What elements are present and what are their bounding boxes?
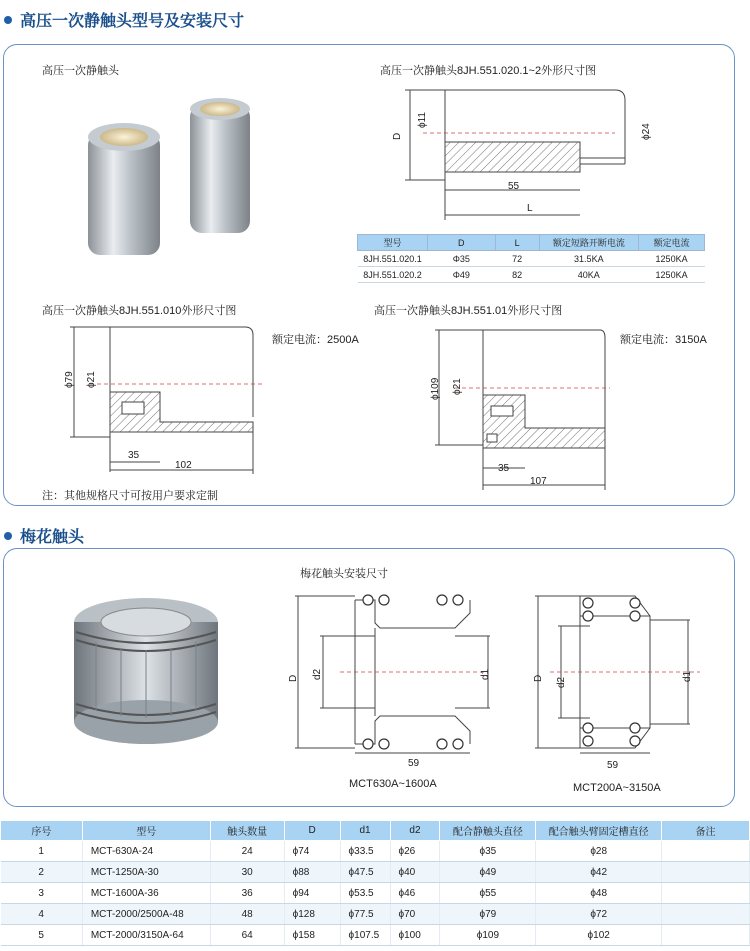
plum-fig2-caption: MCT200A~3150A [573,782,661,794]
cell: ϕ35 [440,841,536,862]
cell: ϕ79 [440,904,536,925]
dim-L: L [527,203,533,214]
table-header-row [1,821,750,841]
cell: ϕ26 [390,841,440,862]
cell: ϕ72 [536,904,662,925]
cell: 72 [495,251,539,267]
cell: ϕ107.5 [340,925,390,946]
bullet-icon [4,16,12,24]
drawing2-title: 高压一次静触头8JH.551.010外形尺寸图 [42,305,237,317]
dim-phi11: ϕ11 [417,112,428,128]
cell: Φ35 [427,251,495,267]
photo-label: 高压一次静触头 [42,65,119,77]
table-row [358,251,705,267]
cell: ϕ100 [390,925,440,946]
cell: ϕ109 [440,925,536,946]
col-header: L [495,235,539,251]
cell: 5 [1,925,83,946]
cell: Φ49 [427,267,495,283]
drawing1-title: 高压一次静触头8JH.551.020.1~2外形尺寸图 [380,65,597,77]
table-row [1,904,750,925]
dim-d1: d1 [682,670,693,682]
drawing3-rated: 额定电流：3150A [620,334,707,346]
cell [662,904,750,925]
cell [662,925,750,946]
dim-59: 59 [408,758,420,769]
dim-35: 35 [128,450,140,461]
cell: 3 [1,883,83,904]
cell [662,862,750,883]
cell: ϕ77.5 [340,904,390,925]
cell: ϕ49 [440,862,536,883]
dim-59: 59 [607,760,619,771]
plum-fig1-caption: MCT630A~1600A [349,778,437,790]
cell: 31.5KA [539,251,639,267]
cell: 24 [210,841,284,862]
table-row [358,267,705,283]
cell: 36 [210,883,284,904]
cell: ϕ94 [284,883,340,904]
dim-55: 55 [508,181,520,192]
col-header: 备注 [662,821,750,841]
col-header: 序号 [1,821,83,841]
cell: 8JH.551.020.1 [358,251,428,267]
cell: 4 [1,904,83,925]
dim-phi21: ϕ21 [86,371,97,388]
dim-phi109: ϕ109 [430,377,441,400]
dim-102: 102 [175,460,192,471]
cell [662,841,750,862]
cell: ϕ102 [536,925,662,946]
col-header: 型号 [82,821,210,841]
cell: 2 [1,862,83,883]
table-row [1,883,750,904]
cell: 40KA [539,267,639,283]
dim-35: 35 [498,463,510,474]
col-header: 触头数量 [210,821,284,841]
dim-D: D [533,674,544,682]
cell: MCT-2000/2500A-48 [82,904,210,925]
bullet-icon [4,532,12,540]
col-header: d1 [340,821,390,841]
drawing3-title: 高压一次静触头8JH.551.01外形尺寸图 [374,305,563,317]
cell: MCT-2000/3150A-64 [82,925,210,946]
cell: MCT-630A-24 [82,841,210,862]
col-header: d2 [390,821,440,841]
cell: 30 [210,862,284,883]
col-header: 额定电流 [639,235,705,251]
section-title-plum-contact [4,524,84,547]
cell: ϕ42 [536,862,662,883]
drawing2-outline [60,322,270,477]
cell: ϕ40 [390,862,440,883]
plum-install-title: 梅花触头安装尺寸 [300,568,388,580]
drawing2-rated: 额定电流：2500A [272,334,359,346]
note: 注：其他规格尺寸可按用户要求定制 [42,490,218,502]
col-header: D [284,821,340,841]
drawing3-outline [425,330,615,495]
col-header: 配合静触头直径 [440,821,536,841]
dim-d2: d2 [312,668,323,680]
cell: 64 [210,925,284,946]
cell: 1250KA [639,267,705,283]
cell: ϕ33.5 [340,841,390,862]
table-row [1,925,750,946]
cell: MCT-1250A-30 [82,862,210,883]
dim-D: D [288,674,299,682]
cell: 82 [495,267,539,283]
static-contact-table [357,234,705,283]
cell: ϕ28 [536,841,662,862]
dim-d2: d2 [556,676,567,688]
col-header: 型号 [358,235,428,251]
cell: ϕ70 [390,904,440,925]
cell: ϕ74 [284,841,340,862]
cell: 48 [210,904,284,925]
dim-phi79: ϕ79 [64,371,75,388]
table-header-row [358,235,705,251]
drawing1-outline [385,80,645,230]
cell [662,883,750,904]
cell: ϕ55 [440,883,536,904]
dim-D: D [392,132,403,140]
cell: ϕ48 [536,883,662,904]
static-contact-photo [80,95,260,265]
dim-107: 107 [530,476,547,487]
col-header: 配合触头臂固定槽直径 [536,821,662,841]
cell: ϕ88 [284,862,340,883]
cell: 1250KA [639,251,705,267]
cell: MCT-1600A-36 [82,883,210,904]
col-header: 额定短路开断电流 [539,235,639,251]
cell: 8JH.551.020.2 [358,267,428,283]
cell: ϕ53.5 [340,883,390,904]
table-row [1,841,750,862]
dim-d1: d1 [480,668,491,680]
spec-table [0,820,750,946]
cell: ϕ158 [284,925,340,946]
plum-contact-photo [66,592,226,752]
plum-fig2-outline [530,588,705,763]
dim-phi24: ϕ24 [641,123,652,140]
cell: 1 [1,841,83,862]
cell: ϕ46 [390,883,440,904]
cell: ϕ47.5 [340,862,390,883]
section-title-text: 梅花触头 [20,529,85,546]
dim-phi21: ϕ21 [452,378,463,395]
table-row [1,862,750,883]
col-header: D [427,235,495,251]
section-title-text: 高压一次静触头型号及安装尺寸 [20,13,245,30]
cell: ϕ128 [284,904,340,925]
section-title-static-contact [4,8,244,31]
